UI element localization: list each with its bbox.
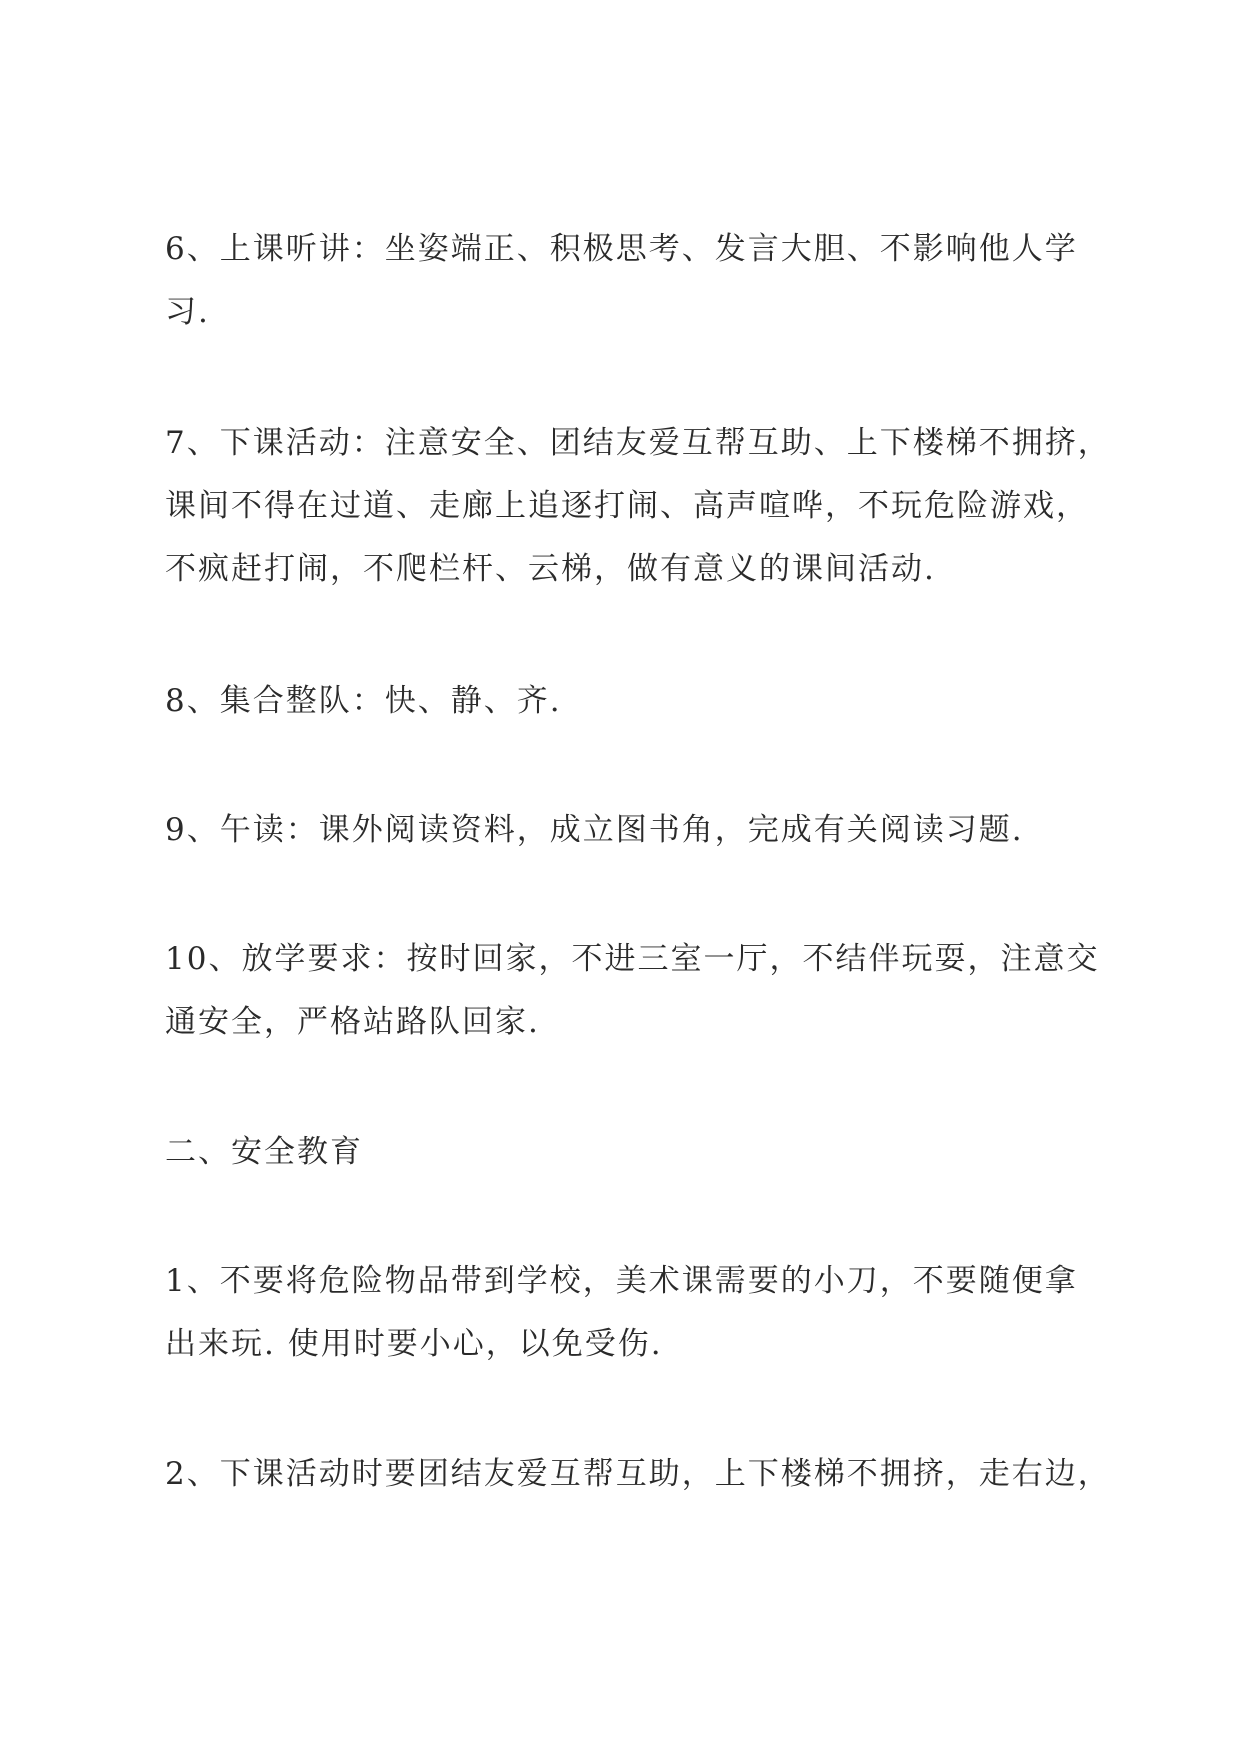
text-line: 2、下课活动时要团结友爱互帮互助，上下楼梯不拥挤，走右边， [165,1456,1111,1492]
paragraph-item-8 [165,670,1095,733]
text-line: 习. [165,294,210,330]
text-line: 8、集合整队：快、静、齐. [165,683,562,719]
text-line: 7、下课活动：注意安全、团结友爱互帮互助、上下楼梯不拥挤， [165,425,1111,461]
safety-item-1 [165,1250,1095,1376]
section-heading-safety-education [165,1121,1095,1184]
text-line: 通安全，严格站路队回家. [165,1004,540,1040]
paragraph-item-9 [165,799,1095,862]
text-line: 9、午读：课外阅读资料，成立图书角，完成有关阅读习题. [165,812,1024,848]
paragraph-item-7 [165,412,1111,601]
text-line: 不疯赶打闹，不爬栏杆、云梯，做有意义的课间活动. [165,551,936,587]
heading-text: 二、安全教育 [165,1134,363,1170]
text-line: 出来玩. 使用时要小心，以免受伤. [165,1326,663,1362]
safety-item-2 [165,1443,1111,1506]
text-line: 6、上课听讲：坐姿端正、积极思考、发言大胆、不影响他人学 [165,231,1078,267]
paragraph-item-6 [165,218,1095,344]
text-line: 10、放学要求：按时回家，不进三室一厅，不结伴玩耍，注意交 [165,941,1100,977]
paragraph-item-10 [165,928,1100,1054]
text-line: 课间不得在过道、走廊上追逐打闹、高声喧哗，不玩危险游戏， [165,488,1089,524]
text-line: 1、不要将危险物品带到学校，美术课需要的小刀，不要随便拿 [165,1263,1078,1299]
